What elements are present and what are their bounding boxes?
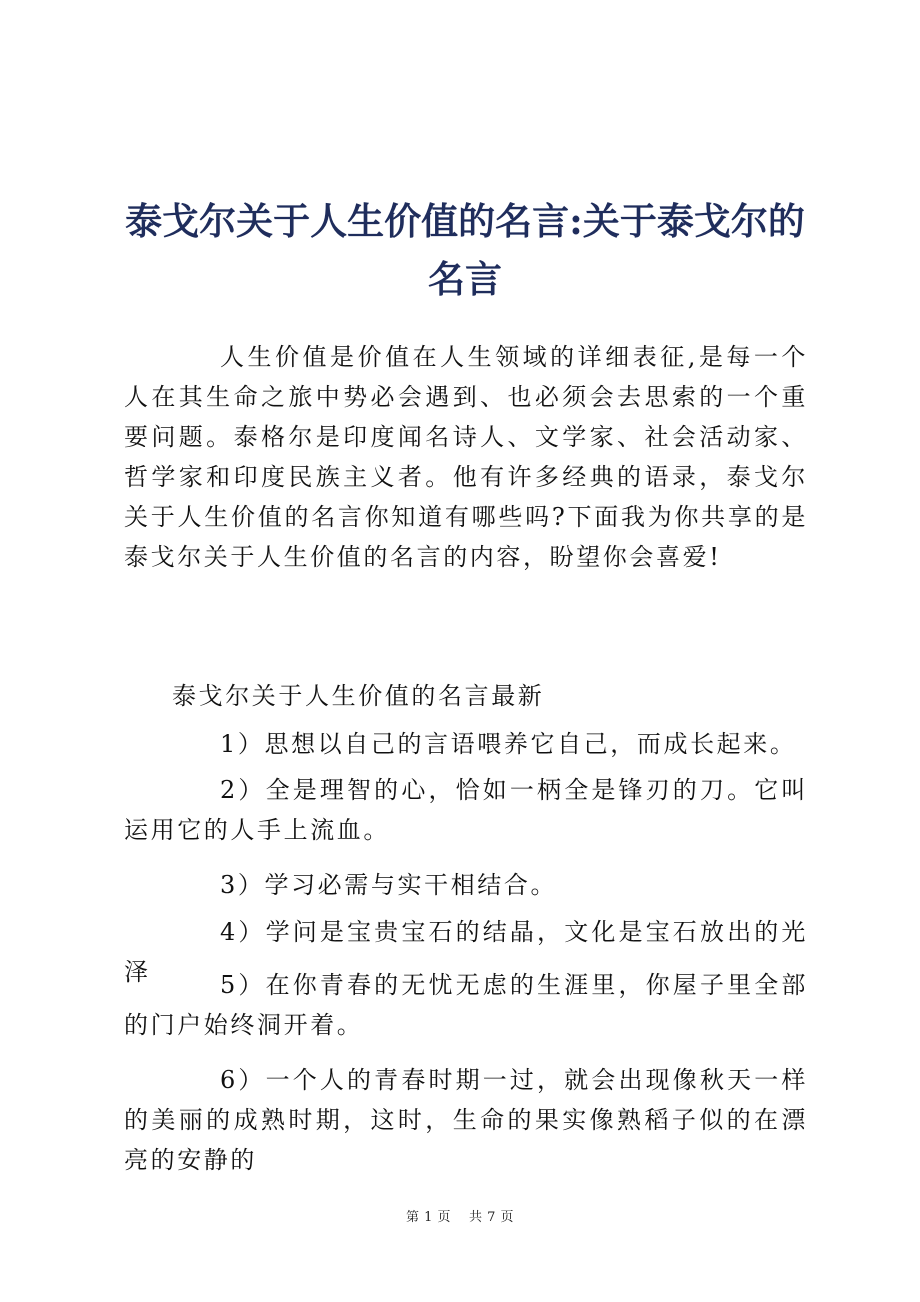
intro-paragraph: 人生价值是价值在人生领域的详细表征,是每一个人在其生命之旅中势必会遇到、也必须会去思索的一个重要问题。泰格尔是印度闻名诗人、文学家、社会活动家、哲学家和印度民族主义者。他有许多经典的语录，泰戈尔关于人生价值的名言你知道有哪些吗?下面我为你共享的是泰戈尔关于人生价值的名言的内容，盼望你会喜爱! (124, 343, 808, 571)
quote-item: 1）思想以自己的言语喂养它自己，而成长起来。 (220, 730, 797, 758)
document-title: 泰戈尔关于人生价值的名言:关于泰戈尔的名言 (125, 199, 805, 301)
quote-item: 2）全是理智的心，恰如一柄全是锋刃的刀。它叫运用它的人手上流血。 (124, 776, 808, 844)
quote-item: 5）在你青春的无忧无虑的生涯里，你屋子里全部的门户始终洞开着。 (124, 971, 808, 1039)
quote-item: 6）一个人的青春时期一过，就会出现像秋天一样的美丽的成熟时期，这时，生命的果实像熟稻子似的在漂亮的安静的 (124, 1066, 808, 1174)
quote-item: 4）学问是宝贵宝石的结晶，文化是宝石放出的光泽 (124, 918, 808, 986)
page-total: 共 7 页 (469, 1210, 515, 1225)
page-footer (0, 1206, 920, 1225)
page-number: 第 1 页 (405, 1210, 451, 1225)
section-heading: 泰戈尔关于人生价值的名言最新 (172, 682, 545, 710)
quote-item: 3）学习必需与实干相结合。 (220, 871, 558, 899)
